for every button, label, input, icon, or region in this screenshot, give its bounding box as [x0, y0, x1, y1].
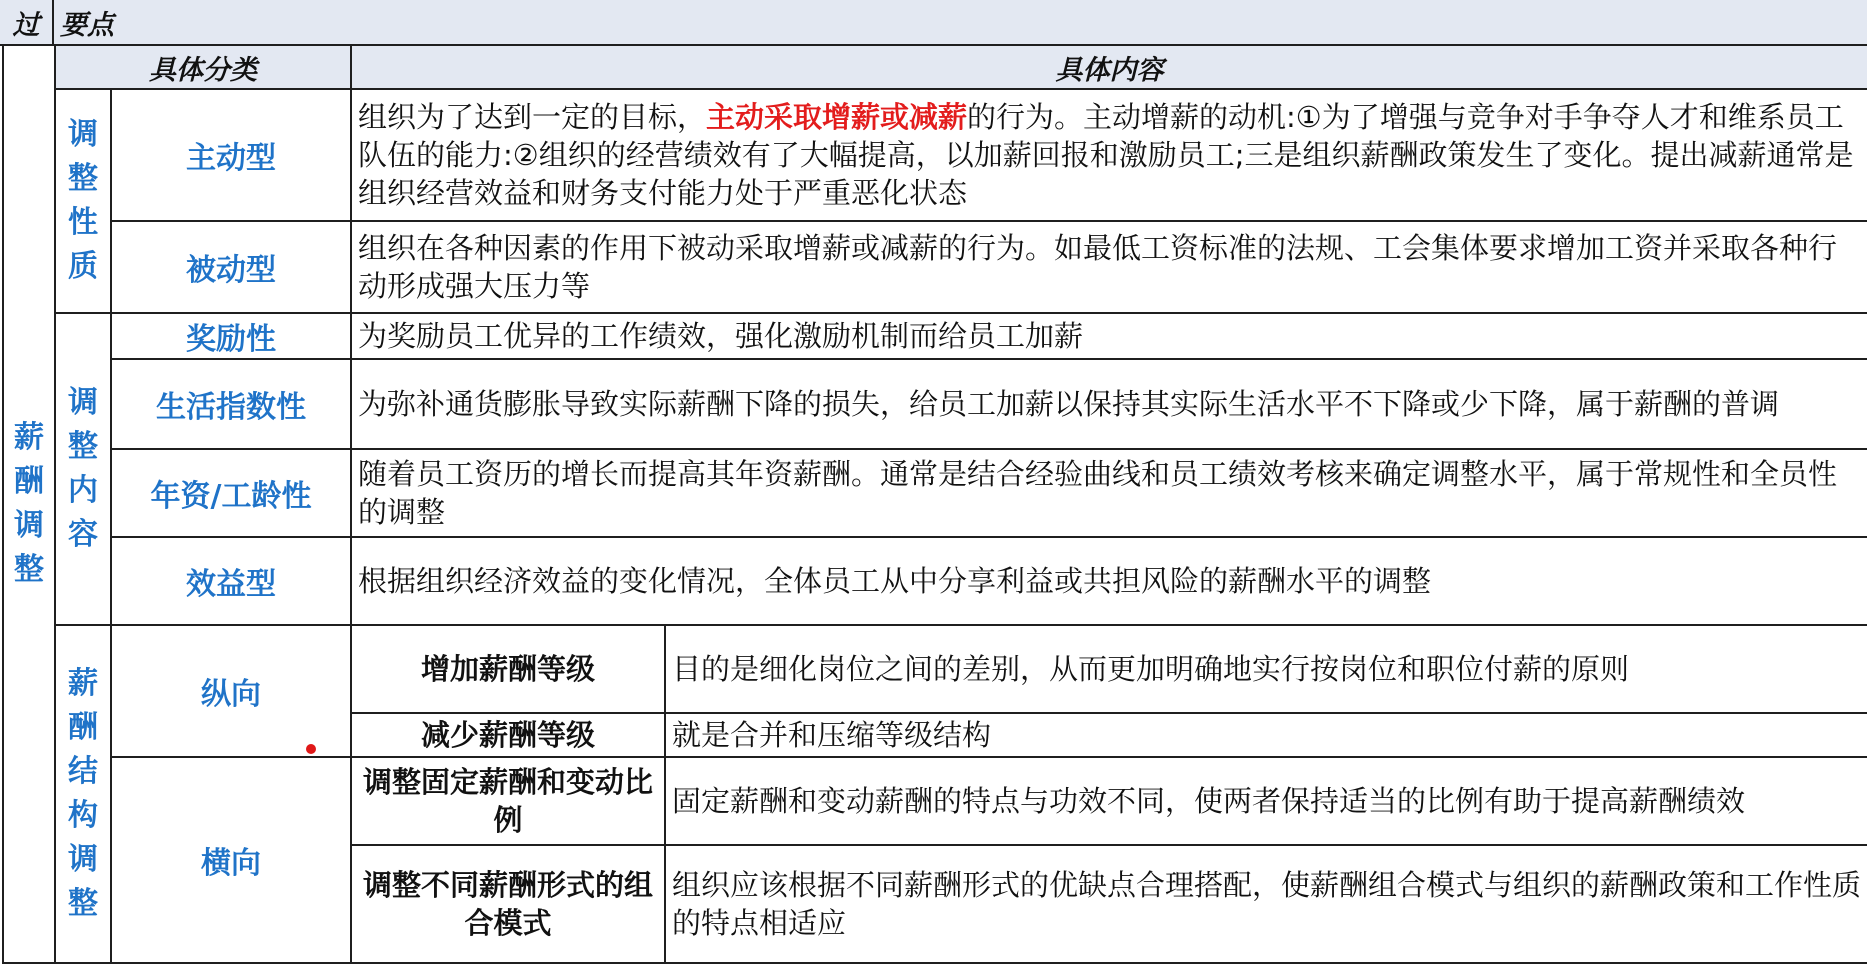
content-add-grades: 目的是细化岗位之间的差别，从而更加明确地实行按岗位和职位付薪的原则 [665, 625, 1867, 713]
content-fixed-variable: 固定薪酬和变动薪酬的特点与功效不同，使两者保持适当的比例有助于提高薪酬绩效 [665, 757, 1867, 845]
content-active-highlight: 主动采取增薪或减薪 [706, 100, 968, 134]
category-living-index: 生活指数性 [111, 359, 351, 449]
category-active: 主动型 [111, 89, 351, 221]
red-pointer-dot [306, 744, 316, 754]
item-reduce-grades: 减少薪酬等级 [351, 713, 665, 757]
item-add-grades: 增加薪酬等级 [351, 625, 665, 713]
structure-group-label: 薪酬结构调整 [68, 666, 98, 921]
header-category: 具体分类 [55, 45, 351, 89]
nature-group-label: 调整性质 [68, 117, 98, 284]
category-reward: 奖励性 [111, 313, 351, 359]
main-category-label: 薪酬调整 [14, 420, 44, 587]
category-vertical: 纵向 [111, 625, 351, 757]
content-benefit: 根据组织经济效益的变化情况，全体员工从中分享利益或共担风险的薪酬水平的调整 [351, 537, 1867, 625]
content-passive: 组织在各种因素的作用下被动采取增薪或减薪的行为。如最低工资标准的法规、工会集体要求增加工资并采取各种行动形成强大压力等 [351, 221, 1867, 313]
structure-group-cell [55, 625, 111, 963]
top-header-bar [0, 0, 1867, 46]
content-active-after: 的行为。主动增薪的动机:①为了增强与竞争对手争夺人才和维系员工队伍的能力:②组织的经营绩效有了大幅提高，以加薪回报和激励员工;三是组织薪酬政策发生了变化。提出减薪通常是组织经营效益和财务支付能力处于严重恶化状态 [358, 100, 1854, 210]
content-living-index: 为弥补通货膨胀导致实际薪酬下降的损失，给员工加薪以保持其实际生活水平不下降或少下降，属于薪酬的普调 [351, 359, 1867, 449]
item-combination: 调整不同薪酬形式的组合模式 [351, 845, 665, 963]
content-group-cell [55, 313, 111, 625]
content-group-label: 调整内容 [68, 385, 98, 552]
main-category-cell [3, 45, 55, 963]
content-combination: 组织应该根据不同薪酬形式的优缺点合理搭配，使薪酬组合模式与组织的薪酬政策和工作性质的特点相适应 [665, 845, 1867, 963]
content-reduce-grades: 就是合并和压缩等级结构 [665, 713, 1867, 757]
content-seniority: 随着员工资历的增长而提高其年资薪酬。通常是结合经验曲线和员工绩效考核来确定调整水平，属于常规性和全员性的调整 [351, 449, 1867, 537]
category-seniority: 年资/工龄性 [111, 449, 351, 537]
header-cell-left: 过 [0, 0, 54, 44]
content-active [351, 89, 1867, 221]
category-horizontal: 横向 [111, 757, 351, 963]
category-benefit: 效益型 [111, 537, 351, 625]
header-content: 具体内容 [351, 45, 1867, 89]
salary-adjustment-table [2, 44, 1867, 964]
content-reward: 为奖励员工优异的工作绩效，强化激励机制而给员工加薪 [351, 313, 1867, 359]
nature-group-cell [55, 89, 111, 313]
item-fixed-variable: 调整固定薪酬和变动比例 [351, 757, 665, 845]
header-cell-title: 要点 [60, 9, 114, 41]
category-passive: 被动型 [111, 221, 351, 313]
content-active-before: 组织为了达到一定的目标， [358, 100, 707, 134]
